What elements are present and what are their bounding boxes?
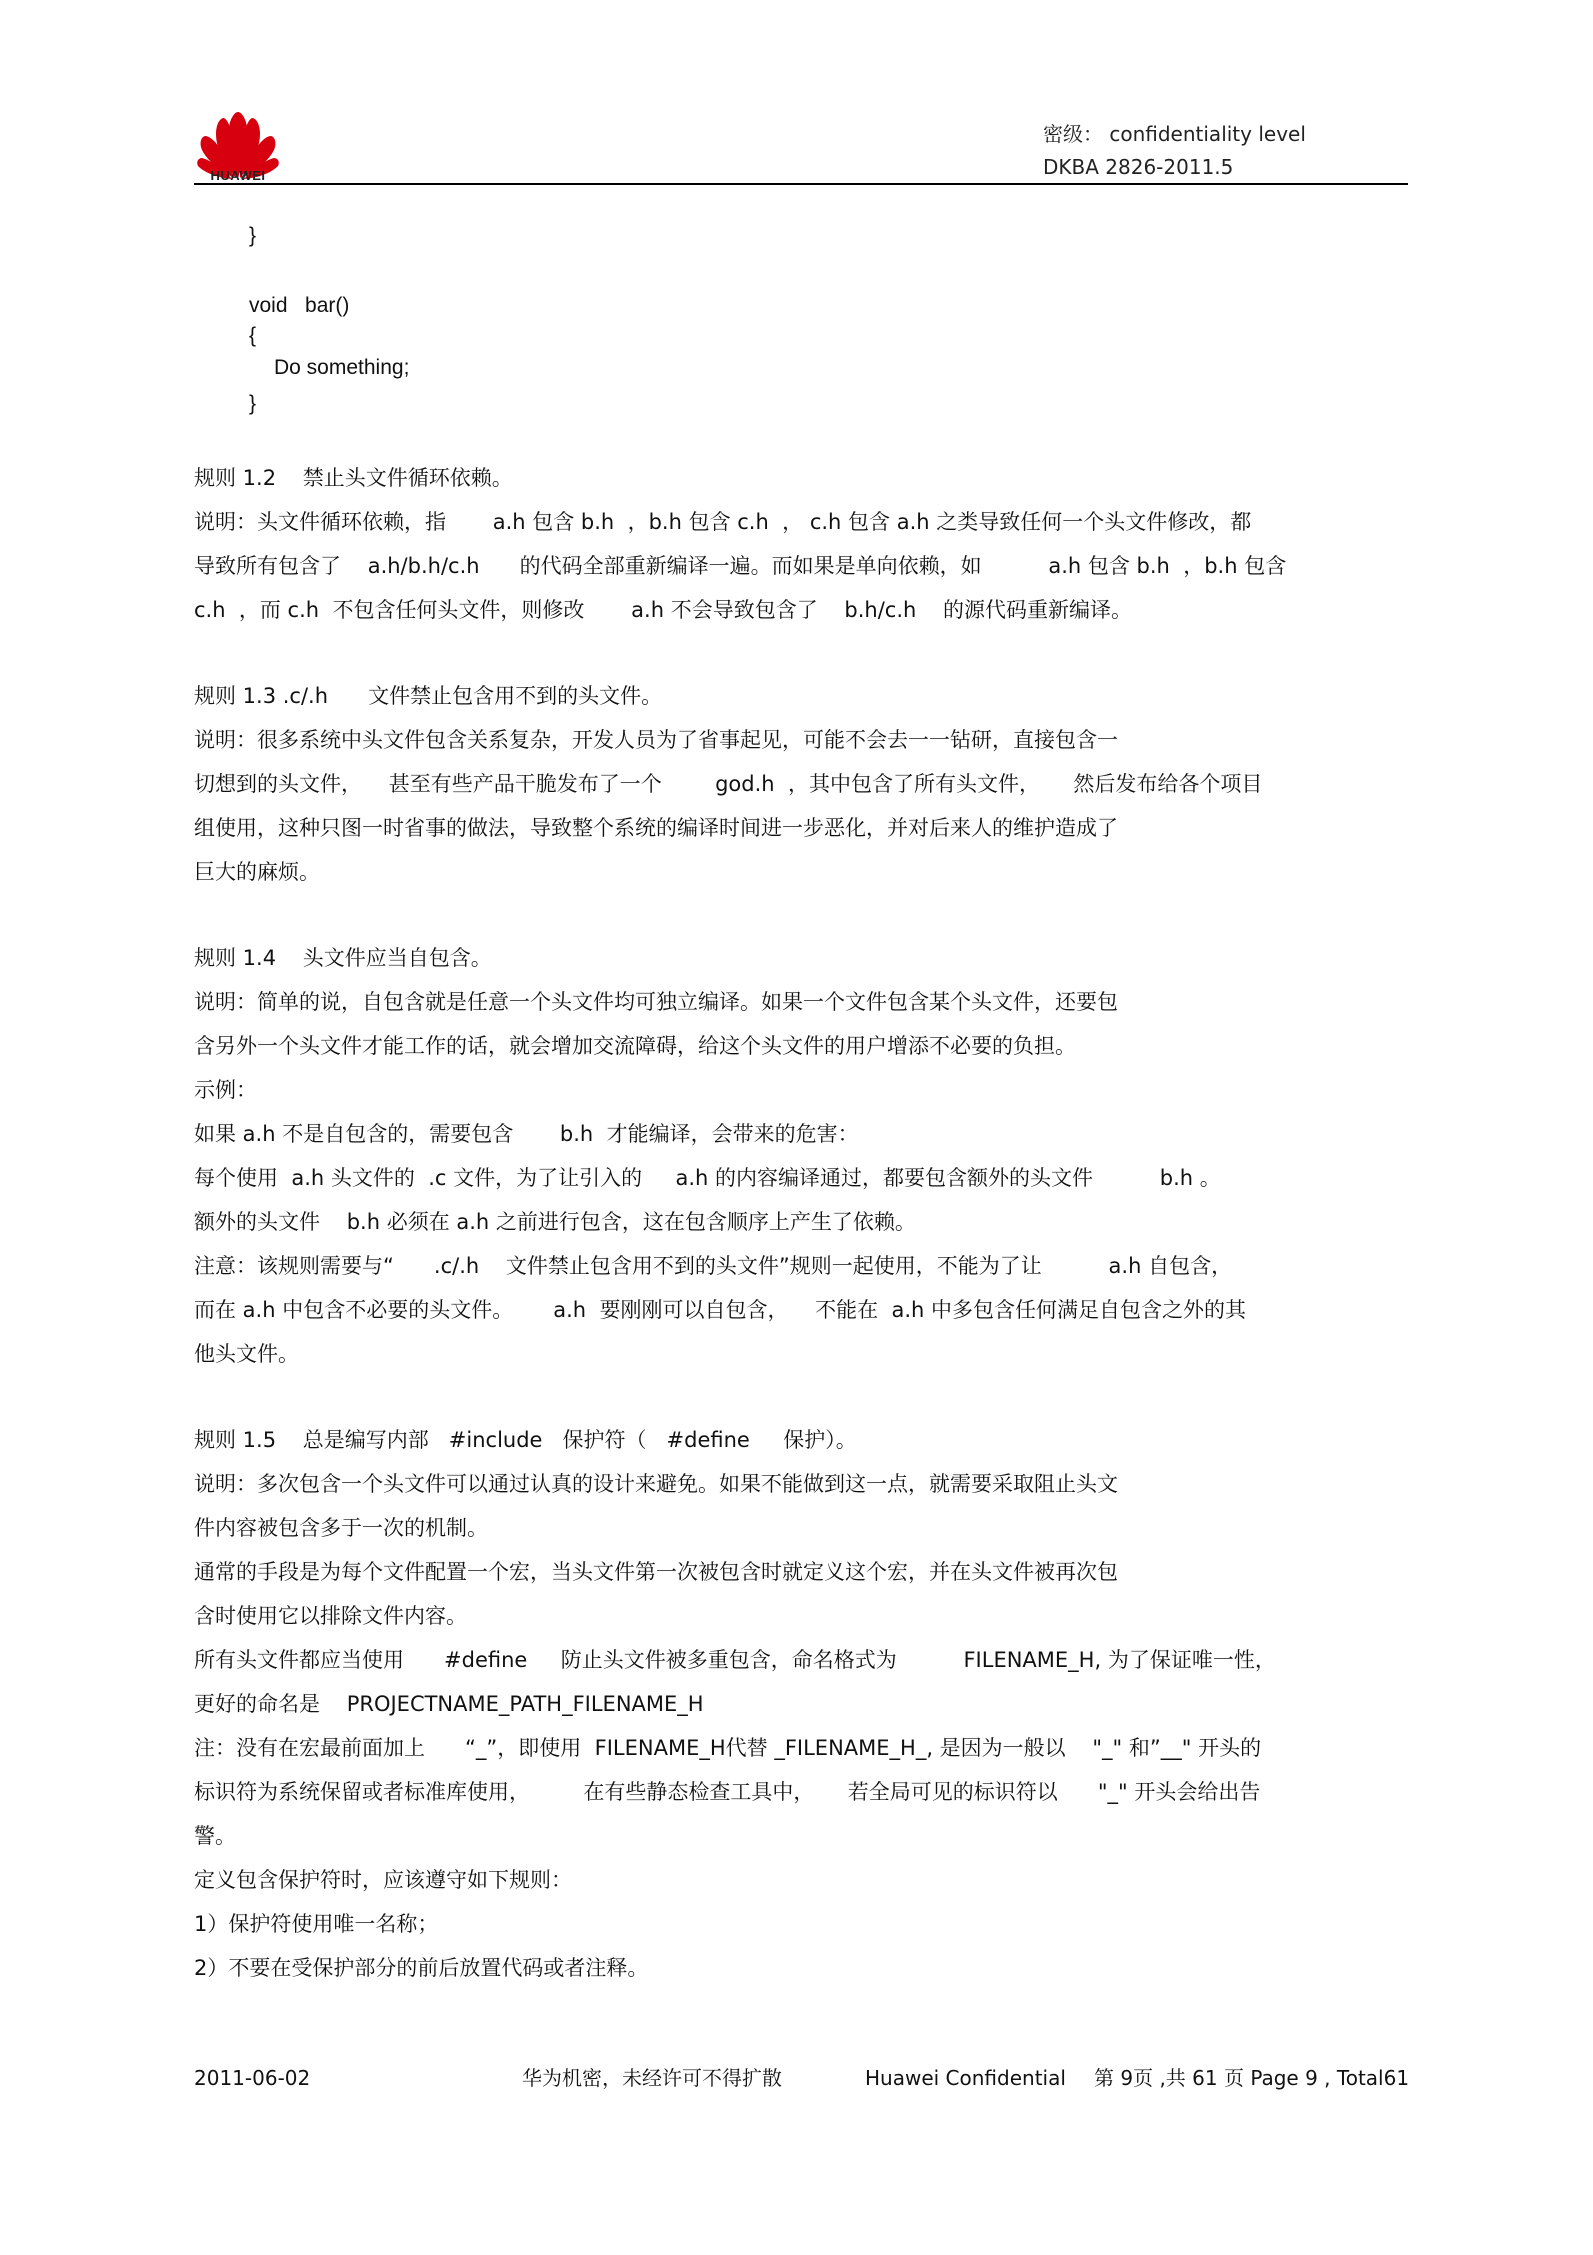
paragraph-line: 每个使用 a.h 头文件的 .c 文件，为了让引入的 a.h 的内容编译通过，都要包含额外的头文件 b.h 。: [194, 1166, 1221, 1190]
paragraph-line: 注意：该规则需要与“ .c/.h 文件禁止包含用不到的头文件”规则一起使用，不能为了让 a.h 自包含，: [194, 1254, 1233, 1278]
paragraph-line: 定义包含保护符时，应该遵守如下规则：: [194, 1868, 572, 1892]
paragraph-line: 通常的手段是为每个文件配置一个宏，当头文件第一次被包含时就定义这个宏，并在头文件被再次包: [194, 1560, 1118, 1584]
rule-1-2-title: 规则 1.2 禁止头文件循环依赖。: [194, 466, 513, 490]
code-line: }: [249, 224, 257, 247]
paragraph-line: 所有头文件都应当使用 #define 防止头文件被多重包含，命名格式为 FILENAME_H, 为了保证唯一性，: [194, 1648, 1276, 1672]
footer-confidential-cn: 华为机密，未经许可不得扩散: [522, 2066, 782, 2090]
doc-number: DKBA 2826-2011.5: [1043, 155, 1234, 179]
security-level: 密级： confidentiality level: [1043, 122, 1306, 146]
footer-date: 2011-06-02: [194, 2066, 311, 2090]
paragraph-line: 组使用，这种只图一时省事的做法，导致整个系统的编译时间进一步恶化，并对后来人的维护造成了: [194, 816, 1118, 840]
code-line: Do something;: [274, 356, 410, 379]
document-body: [194, 214, 1408, 1990]
header-rule: [194, 183, 1408, 185]
rule-1-3-title: 规则 1.3 .c/.h 文件禁止包含用不到的头文件。: [194, 684, 663, 708]
paragraph-line: 标识符为系统保留或者标准库使用， 在有些静态检查工具中， 若全局可见的标识符以 "_" 开头会给出告: [194, 1780, 1261, 1804]
rule-1-5-title: 规则 1.5 总是编写内部 #include 保护符（ #define 保护）。: [194, 1428, 857, 1452]
paragraph-line: 他头文件。: [194, 1342, 299, 1366]
header-info: [1043, 118, 1306, 184]
code-line: void bar(): [249, 294, 350, 317]
paragraph-line: 而在 a.h 中包含不必要的头文件。 a.h 要刚刚可以自包含， 不能在 a.h 中多包含任何满足自包含之外的其: [194, 1298, 1247, 1322]
paragraph-line: 额外的头文件 b.h 必须在 a.h 之前进行包含，这在包含顺序上产生了依赖。: [194, 1210, 916, 1234]
paragraph-line: 示例：: [194, 1078, 257, 1102]
code-line: {: [249, 324, 257, 347]
paragraph-line: 件内容被包含多于一次的机制。: [194, 1516, 488, 1540]
paragraph-line: 如果 a.h 不是自包含的，需要包含 b.h 才能编译，会带来的危害：: [194, 1122, 859, 1146]
paragraph-line: 说明：简单的说，自包含就是任意一个头文件均可独立编译。如果一个文件包含某个头文件，还要包: [194, 990, 1118, 1014]
paragraph-line: 巨大的麻烦。: [194, 860, 320, 884]
paragraph-line: 切想到的头文件， 甚至有些产品干脆发布了一个 god.h ，其中包含了所有头文件， 然后发布给各个项目: [194, 772, 1263, 796]
paragraph-line: 1）保护符使用唯一名称；: [194, 1912, 439, 1936]
code-line: }: [249, 392, 257, 415]
paragraph-line: 含时使用它以排除文件内容。: [194, 1604, 467, 1628]
paragraph-line: 注：没有在宏最前面加上 “_”，即使用 FILENAME_H代替 _FILENAME_H_, 是因为一般以 "_" 和”__" 开头的: [194, 1736, 1262, 1760]
paragraph-line: 说明：多次包含一个头文件可以通过认真的设计来避免。如果不能做到这一点，就需要采取阻止头文: [194, 1472, 1118, 1496]
rule-1-4-title: 规则 1.4 头文件应当自包含。: [194, 946, 492, 970]
paragraph-line: 说明：很多系统中头文件包含关系复杂，开发人员为了省事起见，可能不会去一一钻研，直接包含一: [194, 728, 1118, 752]
paragraph-line: 含另外一个头文件才能工作的话，就会增加交流障碍，给这个头文件的用户增添不必要的负担。: [194, 1034, 1076, 1058]
huawei-logo-text: HUAWEI: [210, 168, 266, 183]
paragraph-line: 说明：头文件循环依赖，指 a.h 包含 b.h ，b.h 包含 c.h ， c.h 包含 a.h 之类导致任何一个头文件修改，都: [194, 510, 1252, 534]
paragraph-line: 更好的命名是 PROJECTNAME_PATH_FILENAME_H: [194, 1692, 704, 1716]
footer-confidential-en: Huawei Confidential: [865, 2066, 1066, 2090]
paragraph-line: 导致所有包含了 a.h/b.h/c.h 的代码全部重新编译一遍。而如果是单向依赖，如 a.h 包含 b.h ，b.h 包含: [194, 554, 1287, 578]
footer-page-info: 第 9页 ,共 61 页 Page 9 , Total61: [1094, 2066, 1410, 2090]
page-footer: [194, 2058, 1408, 2098]
paragraph-line: 警。: [194, 1824, 236, 1848]
paragraph-line: c.h ，而 c.h 不包含任何头文件，则修改 a.h 不会导致包含了 b.h/c.h 的源代码重新编译。: [194, 598, 1133, 622]
paragraph-line: 2）不要在受保护部分的前后放置代码或者注释。: [194, 1956, 649, 1980]
